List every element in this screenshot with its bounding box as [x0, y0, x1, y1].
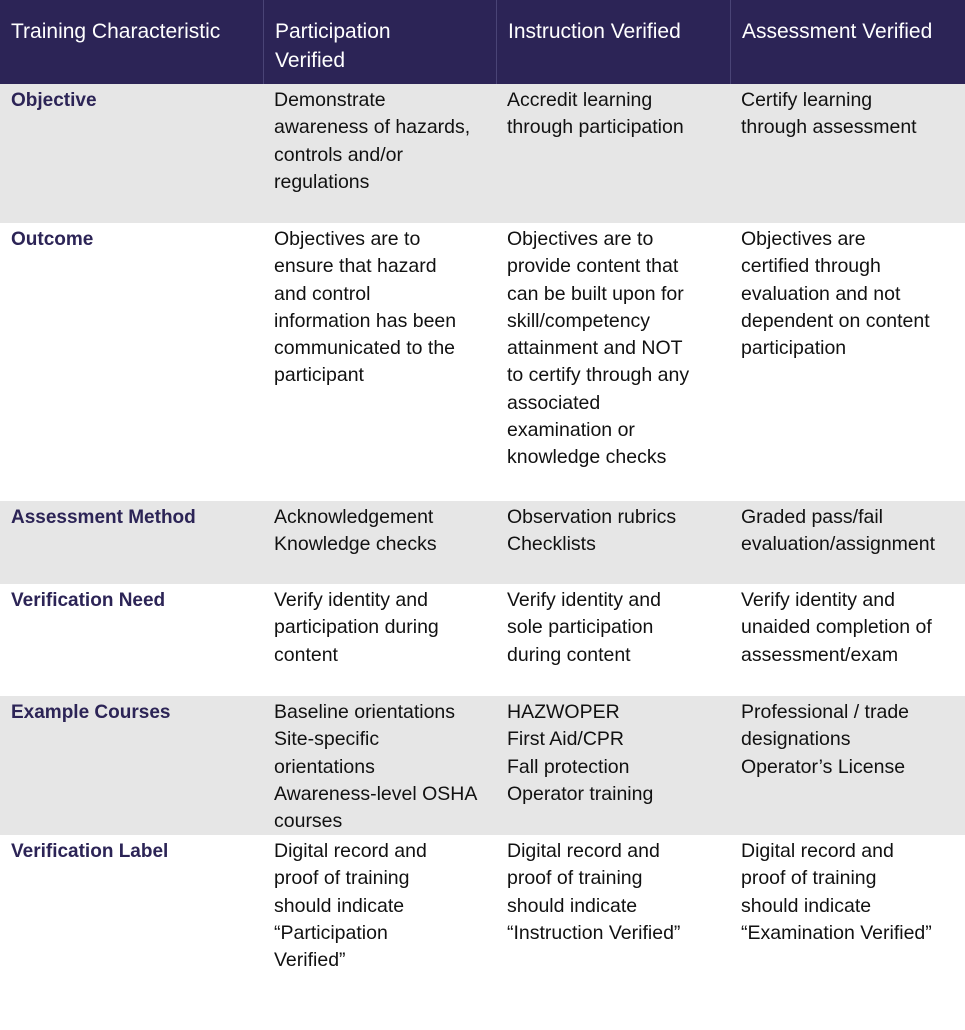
row-label: Outcome [11, 229, 94, 250]
header-training-characteristic: Training Characteristic [11, 20, 221, 43]
row-label: Verification Label [11, 841, 169, 862]
table-row-verification-label [0, 835, 965, 1030]
row-label: Verification Need [11, 590, 166, 611]
instruction-cell: Observation rubrics Checklists [507, 506, 677, 556]
participation-cell: Baseline orientations Site-specific orientations Awareness-level OSHA courses [274, 701, 478, 833]
instruction-cell: Digital record and proof of training should indicate “Instruction Verified” [507, 840, 681, 944]
header-participation-verified: Participation Verified [263, 0, 496, 84]
row-label: Objective [11, 90, 97, 111]
header-assessment-verified: Assessment Verified [730, 0, 965, 84]
table-header-row [0, 0, 965, 84]
assessment-cell: Graded pass/fail evaluation/assignment [741, 506, 936, 556]
instruction-cell: Objectives are to provide content that can be built upon for skill/competency attainment and NOT to certify through any associated examination or knowledge checks [507, 228, 690, 469]
table-row-example-courses [0, 696, 965, 835]
row-label: Assessment Method [11, 507, 196, 528]
assessment-cell: Certify learning through assessment [741, 89, 917, 139]
instruction-cell: Accredit learning through participation [507, 89, 684, 139]
assessment-cell: Digital record and proof of training should indicate “Examination Verified” [741, 840, 932, 944]
assessment-cell: Verify identity and unaided completion of assessment/exam [741, 589, 932, 666]
header-instruction-verified: Instruction Verified [496, 0, 730, 84]
participation-cell: Verify identity and participation during content [274, 589, 439, 666]
table-row-verification-need [0, 584, 965, 696]
assessment-cell: Professional / trade designations Operator’s License [741, 701, 910, 778]
participation-cell: Digital record and proof of training should indicate “Participation Verified” [274, 840, 427, 972]
participation-cell: Objectives are to ensure that hazard and control information has been communicated to the participant [274, 228, 457, 387]
instruction-cell: HAZWOPER First Aid/CPR Fall protection Operator training [507, 701, 654, 805]
assessment-cell: Objectives are certified through evaluation and not dependent on content participation [741, 228, 930, 360]
table-row-assessment-method [0, 501, 965, 584]
participation-cell: Acknowledgement Knowledge checks [274, 506, 437, 556]
participation-cell: Demonstrate awareness of hazards, controls and/or regulations [274, 89, 471, 193]
instruction-cell: Verify identity and sole participation during content [507, 589, 661, 666]
table-row-objective [0, 84, 965, 223]
table-row-outcome [0, 223, 965, 501]
row-label: Example Courses [11, 702, 171, 723]
